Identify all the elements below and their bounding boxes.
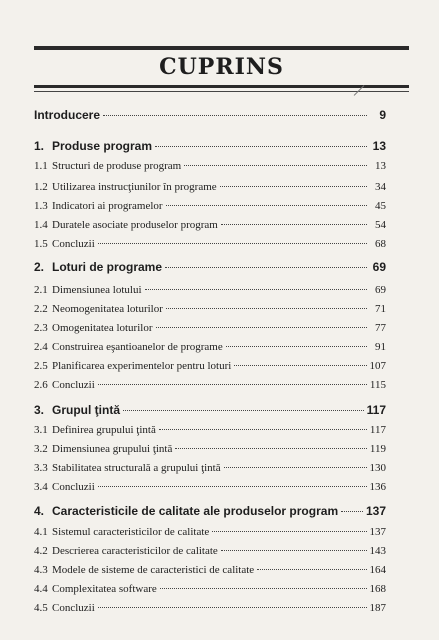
toc-title: Structuri de produse program [52, 160, 182, 172]
toc-section [34, 481, 386, 493]
toc-section [34, 360, 386, 372]
toc-page-number: 13 [372, 139, 386, 153]
dot-leader [103, 115, 367, 116]
toc-page-number: 137 [369, 526, 386, 538]
page-title: CUPRINS [159, 54, 284, 80]
toc-chapter [34, 403, 386, 417]
toc-page-number: 69 [375, 284, 386, 296]
toc-page-number: 71 [375, 303, 386, 315]
dot-leader [165, 267, 367, 268]
dot-leader [160, 588, 367, 589]
dot-leader [98, 607, 367, 608]
dot-leader [226, 346, 367, 347]
toc-section [34, 545, 386, 557]
toc-page-number: 107 [369, 360, 386, 372]
toc-chapter [34, 108, 386, 122]
toc-title: Concluzii [52, 481, 95, 493]
toc-page-number: 187 [369, 602, 386, 614]
toc-number: 1.1 [34, 160, 48, 172]
toc-section [34, 200, 386, 212]
dot-leader [184, 165, 367, 166]
toc-page-number: 137 [365, 504, 386, 518]
toc-page-number: 117 [366, 403, 386, 417]
toc-title: Descrierea caracteristicilor de calitate [52, 545, 218, 557]
toc-number: 3.3 [34, 462, 48, 474]
toc-title: Duratele asociate produselor program [52, 219, 218, 231]
toc-section [34, 160, 386, 172]
top-rule [34, 46, 409, 50]
dot-leader [341, 511, 363, 512]
toc-chapter [34, 260, 386, 274]
toc-number: 2.5 [34, 360, 48, 372]
dot-leader [221, 550, 367, 551]
toc-page-number: 77 [375, 322, 386, 334]
dot-leader [156, 327, 368, 328]
toc-number: 2.6 [34, 379, 48, 391]
toc-title: Stabilitatea structurală a grupului ţintă [52, 462, 221, 474]
toc-section [34, 583, 386, 595]
toc-title: Introducere [34, 108, 101, 122]
dot-leader [175, 448, 367, 449]
toc-number: 1.2 [34, 181, 48, 193]
dot-leader [221, 224, 367, 225]
toc-section [34, 443, 386, 455]
toc-title: Complexitatea software [52, 583, 157, 595]
toc-page-number: 34 [375, 181, 386, 193]
toc-title: Indicatori ai programelor [52, 200, 163, 212]
toc-page-number: 168 [369, 583, 386, 595]
toc-number: 4.5 [34, 602, 48, 614]
toc-chapter [34, 139, 386, 153]
toc-number: 1.3 [34, 200, 48, 212]
toc-number: 3.2 [34, 443, 48, 455]
toc-number: 2.2 [34, 303, 48, 315]
toc-number: 2.3 [34, 322, 48, 334]
toc-page-number: 117 [369, 424, 386, 436]
toc-title: Grupul ţintă [52, 403, 120, 417]
toc-number: 2.4 [34, 341, 48, 353]
toc-page-number: 164 [369, 564, 386, 576]
dot-leader [257, 569, 366, 570]
toc-number: 4.3 [34, 564, 48, 576]
dot-leader [212, 531, 366, 532]
toc-section [34, 379, 386, 391]
toc-title: Concluzii [52, 238, 95, 250]
toc-section [34, 341, 386, 353]
toc-page-number: 143 [369, 545, 386, 557]
toc-section [34, 284, 386, 296]
dot-leader [166, 205, 367, 206]
toc-title: Utilizarea instrucţiunilor în programe [52, 181, 217, 193]
toc-number: 3.4 [34, 481, 48, 493]
dot-leader [123, 410, 364, 411]
toc-page-number: 68 [375, 238, 386, 250]
toc-title: Neomogenitatea loturilor [52, 303, 163, 315]
toc-number: 1.5 [34, 238, 48, 250]
toc-title: Definirea grupului ţintă [52, 424, 156, 436]
toc-section [34, 564, 386, 576]
toc-section [34, 181, 386, 193]
toc-title: Sistemul caracteristicilor de calitate [52, 526, 210, 538]
dot-leader [145, 289, 367, 290]
toc-title: Loturi de programe [52, 260, 163, 274]
toc-section [34, 322, 386, 334]
toc-title: Construirea eşantioanelor de programe [52, 341, 223, 353]
toc-number: 4.4 [34, 583, 48, 595]
toc-title: Produse program [52, 139, 153, 153]
toc-page-number: 54 [375, 219, 386, 231]
toc-number: 2. [34, 260, 45, 274]
dot-leader [98, 243, 367, 244]
toc-page-number: 13 [375, 160, 386, 172]
dot-leader [159, 429, 367, 430]
toc-title: Planificarea experimentelor pentru loturi [52, 360, 232, 372]
toc-section [34, 424, 386, 436]
toc-title: Concluzii [52, 602, 95, 614]
thin-rule [34, 91, 409, 92]
toc-section [34, 238, 386, 250]
toc-page-number: 130 [369, 462, 386, 474]
dot-leader [98, 486, 367, 487]
toc-title: Caracteristicile de calitate ale produselor program [52, 504, 339, 518]
toc-title: Dimensiunea grupului ţintă [52, 443, 173, 455]
toc-number: 3.1 [34, 424, 48, 436]
toc-number: 4.1 [34, 526, 48, 538]
toc-section [34, 602, 386, 614]
toc-page-number: 91 [375, 341, 386, 353]
dot-leader [98, 384, 367, 385]
toc-chapter [34, 504, 386, 518]
toc-section [34, 462, 386, 474]
toc-number: 2.1 [34, 284, 48, 296]
toc-page-number: 115 [369, 379, 386, 391]
toc-number: 1.4 [34, 219, 48, 231]
dot-leader [155, 146, 367, 147]
toc-title: Dimensiunea lotului [52, 284, 142, 296]
dot-leader [220, 186, 367, 187]
toc-page-number: 119 [369, 443, 386, 455]
dot-leader [166, 308, 367, 309]
toc-page-number: 45 [375, 200, 386, 212]
toc-section [34, 219, 386, 231]
toc-title: Concluzii [52, 379, 95, 391]
toc-title: Modele de sisteme de caracteristici de calitate [52, 564, 255, 576]
toc-section [34, 303, 386, 315]
toc-number: 4.2 [34, 545, 48, 557]
dot-leader [234, 365, 366, 366]
toc-page-number: 136 [369, 481, 386, 493]
toc-section [34, 526, 386, 538]
toc-number: 1. [34, 139, 45, 153]
toc-number: 4. [34, 504, 45, 518]
toc-page-number: 9 [379, 108, 386, 122]
toc-page-number: 69 [372, 260, 386, 274]
toc-number: 3. [34, 403, 45, 417]
title-underline [34, 85, 409, 88]
dot-leader [224, 467, 367, 468]
toc-title: Omogenitatea loturilor [52, 322, 153, 334]
